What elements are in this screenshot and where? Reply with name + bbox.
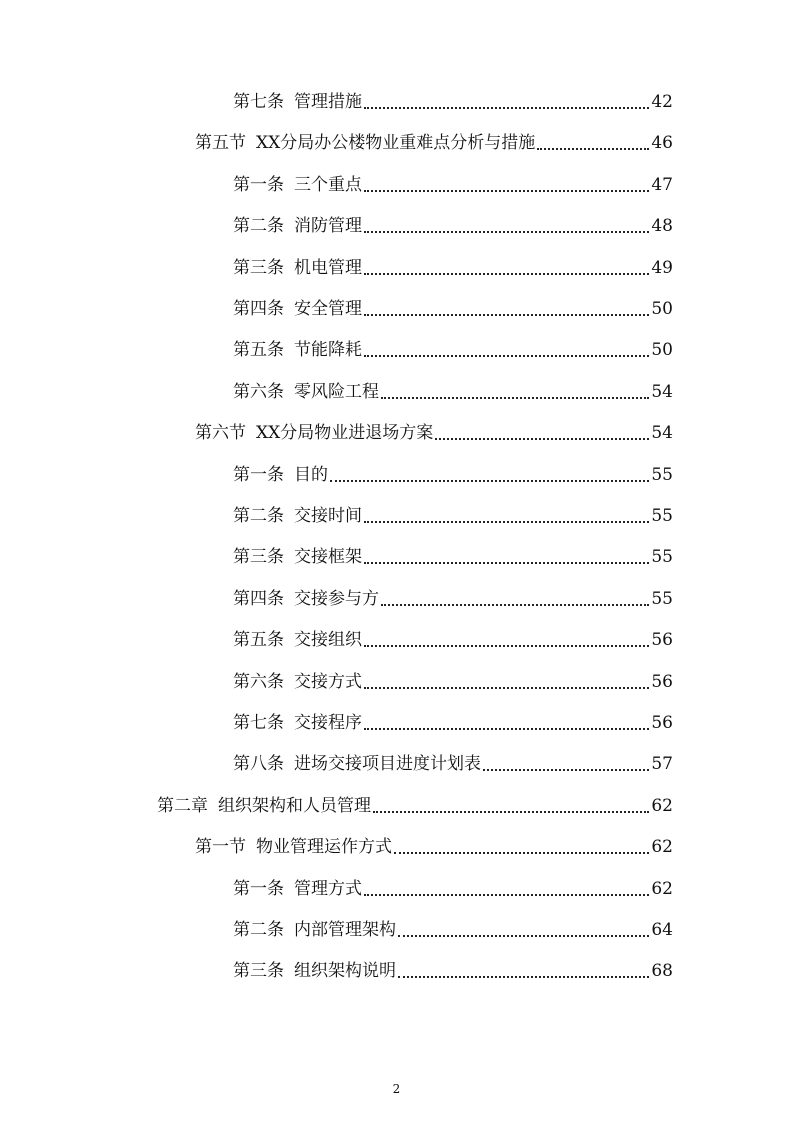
toc-entry[interactable] <box>233 544 673 570</box>
toc-entry-page: 62 <box>651 837 673 858</box>
toc-entry-title: 交接程序 <box>294 713 362 733</box>
toc-entry-page: 56 <box>651 713 673 733</box>
toc-entry-page: 56 <box>651 671 673 692</box>
toc-entry-title: 交接组织 <box>294 630 362 651</box>
toc-entry-number: 第三条 <box>233 961 284 982</box>
dot-leader <box>364 562 649 564</box>
dot-leader <box>398 935 649 937</box>
toc-entry[interactable] <box>233 89 673 115</box>
dot-leader <box>364 231 649 233</box>
dot-leader <box>364 894 649 896</box>
toc-entry[interactable] <box>233 710 673 736</box>
toc-entry-title: 目的 <box>294 464 328 485</box>
toc-entry-number: 第二条 <box>233 506 284 526</box>
toc-entry-page: 46 <box>651 133 673 154</box>
toc-entry[interactable] <box>233 255 673 281</box>
toc-entry[interactable] <box>233 296 673 322</box>
toc-entry-page: 54 <box>651 381 673 402</box>
dot-leader <box>394 852 649 854</box>
toc-entry-page: 49 <box>651 257 673 278</box>
toc-entry-number: 第二条 <box>233 216 284 237</box>
toc-entry-title: 消防管理 <box>294 216 362 237</box>
toc-entry[interactable] <box>157 793 673 819</box>
toc-entry[interactable] <box>233 172 673 198</box>
toc-entry-page: 62 <box>651 878 673 899</box>
toc-entry-number: 第四条 <box>233 299 284 319</box>
toc-entry[interactable] <box>233 586 673 612</box>
toc-entry[interactable] <box>233 337 673 363</box>
toc-entry-page: 42 <box>651 92 673 112</box>
toc-entry[interactable] <box>233 751 673 777</box>
toc-entry-title: 进场交接项目进度计划表 <box>294 754 481 775</box>
dot-leader <box>364 355 649 357</box>
toc-entry-number: 第二条 <box>233 920 284 940</box>
toc-entry[interactable] <box>233 958 673 984</box>
toc-entry-title: 内部管理架构 <box>294 920 396 940</box>
toc-entry-number: 第三条 <box>233 547 284 568</box>
toc-entry-number: 第一节 <box>195 837 246 858</box>
toc-entry-title: 三个重点 <box>294 174 362 195</box>
toc-entry-title: 管理措施 <box>294 92 362 112</box>
toc-entry-number: 第二章 <box>157 795 208 816</box>
toc-entry-page: 62 <box>651 795 673 816</box>
toc-entry-number: 第五条 <box>233 630 284 651</box>
toc-entry-page: 55 <box>651 547 673 568</box>
dot-leader <box>364 687 649 689</box>
dot-leader <box>364 107 649 109</box>
toc-entry-number: 第一条 <box>233 174 284 195</box>
toc-entry-number: 第六节 <box>195 423 246 444</box>
toc-entry-number: 第四条 <box>233 588 284 609</box>
dot-leader <box>364 190 649 192</box>
toc-entry-title: XX分局物业进退场方案 <box>256 423 434 444</box>
toc-entry-number: 第七条 <box>233 92 284 112</box>
toc-entry[interactable] <box>233 462 673 488</box>
dot-leader <box>381 397 649 399</box>
toc-entry-title: 交接时间 <box>294 506 362 526</box>
dot-leader <box>373 811 649 813</box>
dot-leader <box>364 521 649 523</box>
toc-entry[interactable] <box>233 627 673 653</box>
toc-entry-number: 第五节 <box>195 133 246 154</box>
toc-entry-title: 管理方式 <box>294 878 362 899</box>
toc-entry-number: 第七条 <box>233 713 284 733</box>
toc-entry[interactable] <box>233 876 673 902</box>
toc-entry[interactable] <box>233 669 673 695</box>
toc-entry-title: 交接方式 <box>294 671 362 692</box>
toc-entry[interactable] <box>195 130 673 156</box>
toc-entry[interactable] <box>233 503 673 529</box>
toc-entry-number: 第六条 <box>233 381 284 402</box>
toc-entry-title: 物业管理运作方式 <box>256 837 392 858</box>
toc-entry-number: 第一条 <box>233 464 284 485</box>
toc-entry-title: 安全管理 <box>294 299 362 319</box>
toc-entry-title: XX分局办公楼物业重难点分析与措施 <box>256 133 536 154</box>
toc-entry-title: 交接参与方 <box>294 588 379 609</box>
dot-leader <box>364 728 649 730</box>
toc-entry[interactable] <box>233 379 673 405</box>
dot-leader <box>364 314 649 316</box>
toc-entry-number: 第六条 <box>233 671 284 692</box>
dot-leader <box>483 769 649 771</box>
dot-leader <box>381 604 649 606</box>
toc-entry-title: 交接框架 <box>294 547 362 568</box>
dot-leader <box>330 480 649 482</box>
toc-entry-number: 第五条 <box>233 340 284 361</box>
toc-entry-page: 54 <box>651 423 673 444</box>
toc-entry-page: 56 <box>651 630 673 651</box>
toc-entry-page: 55 <box>651 464 673 485</box>
dot-leader <box>435 438 649 440</box>
toc-entry-page: 48 <box>651 216 673 237</box>
dot-leader <box>398 976 649 978</box>
dot-leader <box>364 645 649 647</box>
toc-entry-page: 57 <box>651 754 673 775</box>
toc-entry-title: 节能降耗 <box>294 340 362 361</box>
toc-entry-page: 68 <box>651 961 673 982</box>
toc-entry-number: 第一条 <box>233 878 284 899</box>
dot-leader <box>537 148 649 150</box>
toc-entry[interactable] <box>233 213 673 239</box>
toc-entry-title: 零风险工程 <box>294 381 379 402</box>
toc-entry-page: 55 <box>651 588 673 609</box>
toc-entry-page: 47 <box>651 174 673 195</box>
toc-entry-page: 55 <box>651 506 673 526</box>
dot-leader <box>364 273 649 275</box>
toc-entry[interactable] <box>233 917 673 943</box>
toc-entry-title: 组织架构和人员管理 <box>218 795 371 816</box>
toc-entry[interactable] <box>195 420 673 446</box>
toc-entry-page: 50 <box>651 299 673 319</box>
toc-entry-page: 50 <box>651 340 673 361</box>
toc-entry[interactable] <box>195 834 673 860</box>
toc-entry-title: 机电管理 <box>294 257 362 278</box>
toc-entry-page: 64 <box>651 920 673 940</box>
toc-entry-number: 第八条 <box>233 754 284 775</box>
toc-entry-number: 第三条 <box>233 257 284 278</box>
page-number: 2 <box>392 1082 401 1096</box>
toc-entry-title: 组织架构说明 <box>294 961 396 982</box>
